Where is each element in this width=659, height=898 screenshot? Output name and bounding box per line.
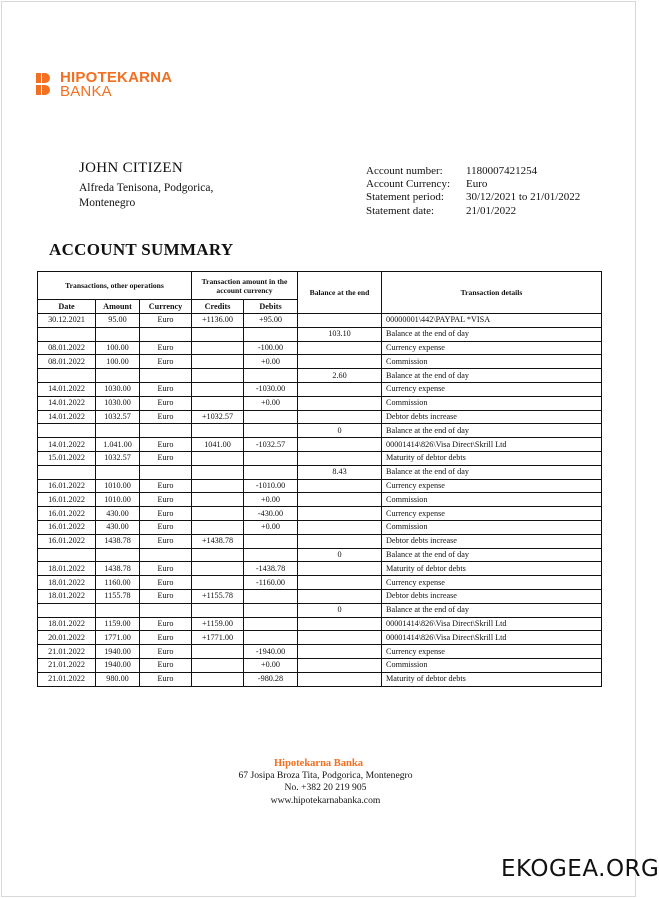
cell-debit: +0.00 [244, 355, 298, 369]
cell-details: Balance at the end of day [382, 369, 602, 383]
cell-amount: 1160.00 [96, 576, 140, 590]
cell-details: Currency expense [382, 645, 602, 659]
cell-details: Balance at the end of day [382, 424, 602, 438]
cell-balance [298, 382, 382, 396]
table-row [38, 672, 602, 686]
cell-balance [298, 631, 382, 645]
cell-date: 16.01.2022 [38, 493, 96, 507]
cell-debit: +95.00 [244, 314, 298, 328]
cell-credit [192, 369, 244, 383]
cell-credit: +1438.78 [192, 534, 244, 548]
cell-date: 21.01.2022 [38, 645, 96, 659]
cell-balance: 0 [298, 548, 382, 562]
table-row [38, 396, 602, 410]
cell-details: 00001414\826\Visa Direct\Skrill Ltd [382, 617, 602, 631]
cell-currency: Euro [140, 507, 192, 521]
cell-details: Debtor debts increase [382, 534, 602, 548]
statement-period-label: Statement period: [366, 191, 444, 204]
cell-date [38, 603, 96, 617]
cell-amount: 430.00 [96, 520, 140, 534]
cell-balance [298, 617, 382, 631]
cell-amount: 1159.00 [96, 617, 140, 631]
cell-credit [192, 548, 244, 562]
cell-currency: Euro [140, 645, 192, 659]
cell-date: 15.01.2022 [38, 451, 96, 465]
cell-debit [244, 327, 298, 341]
cell-credit: +1771.00 [192, 631, 244, 645]
cell-balance [298, 658, 382, 672]
account-currency-value: Euro [466, 178, 488, 191]
cell-details: 00001414\826\Visa Direct\Skrill Ltd [382, 631, 602, 645]
table-row [38, 327, 602, 341]
table-row [38, 369, 602, 383]
cell-date: 16.01.2022 [38, 479, 96, 493]
cell-amount [96, 603, 140, 617]
cell-currency: Euro [140, 314, 192, 328]
cell-currency: Euro [140, 658, 192, 672]
cell-amount: 1032.57 [96, 451, 140, 465]
cell-date: 30.12.2021 [38, 314, 96, 328]
cell-currency: Euro [140, 631, 192, 645]
cell-currency [140, 369, 192, 383]
cell-currency [140, 424, 192, 438]
cell-currency: Euro [140, 520, 192, 534]
table-row [38, 562, 602, 576]
account-number-value: 1180007421254 [466, 165, 538, 177]
cell-details: Debtor debts increase [382, 589, 602, 603]
cell-credit [192, 672, 244, 686]
table-row [38, 576, 602, 590]
cell-credit [192, 451, 244, 465]
cell-currency [140, 465, 192, 479]
cell-amount: 1.041.00 [96, 438, 140, 452]
cell-currency: Euro [140, 355, 192, 369]
footer-address: 67 Josipa Broza Tita, Podgorica, Montenegro [238, 770, 413, 782]
cell-amount: 1940.00 [96, 645, 140, 659]
cell-balance: 2.60 [298, 369, 382, 383]
cell-credit [192, 327, 244, 341]
cell-details: 00001414\826\Visa Direct\Skrill Ltd [382, 438, 602, 452]
cell-amount [96, 424, 140, 438]
statement-date-value: 21/01/2022 [466, 204, 517, 217]
cell-credit: +1032.57 [192, 410, 244, 424]
cell-debit [244, 410, 298, 424]
cell-date [38, 369, 96, 383]
cell-balance [298, 438, 382, 452]
table-row [38, 438, 602, 452]
cell-credit: +1159.00 [192, 617, 244, 631]
table-row [38, 493, 602, 507]
cell-details: Commission [382, 520, 602, 534]
cell-date: 18.01.2022 [38, 617, 96, 631]
cell-balance [298, 314, 382, 328]
statement-period-value: 30/12/2021 to 21/01/2022 [466, 191, 581, 204]
cell-currency [140, 327, 192, 341]
cell-credit [192, 396, 244, 410]
cell-balance [298, 507, 382, 521]
cell-date: 14.01.2022 [38, 396, 96, 410]
cell-details: Maturity of debtor debts [382, 562, 602, 576]
cell-details: Commission [382, 396, 602, 410]
cell-details: Commission [382, 658, 602, 672]
cell-balance: 8.43 [298, 465, 382, 479]
cell-credit [192, 658, 244, 672]
cell-debit: +0.00 [244, 658, 298, 672]
header-balance: Balance at the end [298, 272, 382, 314]
cell-date: 14.01.2022 [38, 410, 96, 424]
customer-address-line-1: Alfreda Tenisona, Podgorica, [79, 182, 214, 194]
cell-credit [192, 493, 244, 507]
cell-credit [192, 603, 244, 617]
account-currency-label: Account Currency: [366, 178, 450, 191]
table-row [38, 382, 602, 396]
customer-name: JOHN CITIZEN [79, 160, 184, 176]
cell-date: 18.01.2022 [38, 576, 96, 590]
cell-amount [96, 327, 140, 341]
customer-block [79, 160, 213, 211]
footer-bank-name: Hipotekarna Banka [274, 758, 363, 769]
cell-debit [244, 424, 298, 438]
page-title: ACCOUNT SUMMARY [49, 240, 234, 259]
table-row [38, 465, 602, 479]
cell-details: Balance at the end of day [382, 548, 602, 562]
cell-amount: 1032.57 [96, 410, 140, 424]
header-amount-in-currency: Transaction amount in the account currency [192, 272, 298, 300]
cell-date: 18.01.2022 [38, 562, 96, 576]
cell-currency [140, 603, 192, 617]
cell-amount: 1010.00 [96, 493, 140, 507]
cell-currency [140, 548, 192, 562]
cell-amount: 1438.78 [96, 534, 140, 548]
cell-currency: Euro [140, 396, 192, 410]
column-header-amount: Amount [96, 300, 140, 314]
footer [0, 758, 637, 807]
cell-debit [244, 617, 298, 631]
header-details: Transaction details [382, 272, 602, 314]
transactions-table [37, 271, 602, 687]
cell-balance [298, 451, 382, 465]
cell-date [38, 548, 96, 562]
cell-balance [298, 479, 382, 493]
table-row [38, 410, 602, 424]
table-row [38, 658, 602, 672]
cell-debit [244, 534, 298, 548]
table-row [38, 603, 602, 617]
cell-debit: -100.00 [244, 341, 298, 355]
cell-date: 16.01.2022 [38, 507, 96, 521]
column-header-debits: Debits [244, 300, 298, 314]
cell-details: Debtor debts increase [382, 410, 602, 424]
cell-date [38, 327, 96, 341]
cell-details: Balance at the end of day [382, 327, 602, 341]
cell-date: 21.01.2022 [38, 658, 96, 672]
column-header-date: Date [38, 300, 96, 314]
cell-credit [192, 562, 244, 576]
cell-amount: 1030.00 [96, 396, 140, 410]
cell-credit: 1041.00 [192, 438, 244, 452]
table-row [38, 341, 602, 355]
cell-debit [244, 631, 298, 645]
cell-details: 00000001\442\PAYPAL *VISA [382, 314, 602, 328]
header-transactions: Transactions, other operations [38, 272, 192, 300]
cell-debit: -1030.00 [244, 382, 298, 396]
table-row [38, 645, 602, 659]
table-row [38, 548, 602, 562]
cell-details: Maturity of debtor debts [382, 672, 602, 686]
footer-website: www.hipotekarnabanka.com [270, 794, 381, 806]
column-header-credits: Credits [192, 300, 244, 314]
cell-amount: 100.00 [96, 355, 140, 369]
cell-balance [298, 645, 382, 659]
cell-amount: 1771.00 [96, 631, 140, 645]
cell-amount: 1155.78 [96, 589, 140, 603]
cell-balance [298, 576, 382, 590]
cell-currency: Euro [140, 451, 192, 465]
bank-logo-mark-icon [36, 73, 56, 97]
cell-currency: Euro [140, 534, 192, 548]
cell-date [38, 424, 96, 438]
cell-balance [298, 410, 382, 424]
cell-details: Balance at the end of day [382, 465, 602, 479]
cell-details: Maturity of debtor debts [382, 451, 602, 465]
customer-address-line-2: Montenegro [79, 197, 136, 209]
account-number-label: Account number: [366, 165, 443, 177]
cell-currency: Euro [140, 479, 192, 493]
cell-date [38, 465, 96, 479]
cell-debit: -1160.00 [244, 576, 298, 590]
cell-debit [244, 548, 298, 562]
cell-debit: -1032.57 [244, 438, 298, 452]
cell-credit: +1155.78 [192, 589, 244, 603]
cell-amount: 1940.00 [96, 658, 140, 672]
cell-balance [298, 396, 382, 410]
cell-debit [244, 451, 298, 465]
cell-debit: -430.00 [244, 507, 298, 521]
cell-details: Balance at the end of day [382, 603, 602, 617]
table-row [38, 507, 602, 521]
cell-debit [244, 465, 298, 479]
cell-debit: +0.00 [244, 520, 298, 534]
table-row [38, 424, 602, 438]
table-row [38, 534, 602, 548]
cell-date: 14.01.2022 [38, 382, 96, 396]
table-row [38, 631, 602, 645]
cell-currency: Euro [140, 438, 192, 452]
table-row [38, 451, 602, 465]
cell-date: 20.01.2022 [38, 631, 96, 645]
cell-balance [298, 562, 382, 576]
cell-credit [192, 520, 244, 534]
cell-date: 18.01.2022 [38, 589, 96, 603]
cell-balance [298, 355, 382, 369]
cell-credit [192, 645, 244, 659]
cell-balance: 0 [298, 603, 382, 617]
table-row [38, 355, 602, 369]
cell-currency: Euro [140, 617, 192, 631]
cell-details: Currency expense [382, 382, 602, 396]
cell-currency: Euro [140, 382, 192, 396]
cell-debit: -1940.00 [244, 645, 298, 659]
column-header-currency: Currency [140, 300, 192, 314]
cell-debit: +0.00 [244, 493, 298, 507]
cell-credit [192, 576, 244, 590]
cell-currency: Euro [140, 672, 192, 686]
cell-balance [298, 520, 382, 534]
logo-line-1: HIPOTEKARNA [60, 69, 173, 86]
cell-date: 16.01.2022 [38, 534, 96, 548]
cell-balance [298, 534, 382, 548]
cell-date: 14.01.2022 [38, 438, 96, 452]
cell-credit [192, 424, 244, 438]
statement-date-label: Statement date: [366, 204, 435, 217]
cell-amount [96, 369, 140, 383]
cell-debit: -1010.00 [244, 479, 298, 493]
cell-balance: 0 [298, 424, 382, 438]
cell-currency: Euro [140, 576, 192, 590]
table-row [38, 520, 602, 534]
logo-line-2: BANKA [60, 83, 112, 100]
table-row [38, 617, 602, 631]
cell-currency: Euro [140, 589, 192, 603]
cell-amount: 95.00 [96, 314, 140, 328]
cell-amount: 1010.00 [96, 479, 140, 493]
cell-debit [244, 589, 298, 603]
cell-details: Currency expense [382, 341, 602, 355]
cell-amount: 1438.78 [96, 562, 140, 576]
cell-date: 08.01.2022 [38, 355, 96, 369]
cell-amount: 100.00 [96, 341, 140, 355]
cell-details: Currency expense [382, 479, 602, 493]
cell-credit: +1136.00 [192, 314, 244, 328]
cell-details: Currency expense [382, 576, 602, 590]
cell-date: 08.01.2022 [38, 341, 96, 355]
cell-balance [298, 672, 382, 686]
cell-debit [244, 369, 298, 383]
table-row [38, 314, 602, 328]
cell-date: 16.01.2022 [38, 520, 96, 534]
cell-credit [192, 341, 244, 355]
cell-debit [244, 603, 298, 617]
cell-balance: 103.10 [298, 327, 382, 341]
cell-credit [192, 355, 244, 369]
footer-phone: No. +382 20 219 905 [284, 782, 367, 794]
table-row [38, 589, 602, 603]
cell-currency: Euro [140, 410, 192, 424]
watermark: EKOGEA.ORG [501, 856, 659, 882]
cell-details: Commission [382, 355, 602, 369]
cell-credit [192, 382, 244, 396]
cell-debit: +0.00 [244, 396, 298, 410]
cell-amount: 980.00 [96, 672, 140, 686]
cell-debit: -980.28 [244, 672, 298, 686]
cell-credit [192, 507, 244, 521]
cell-amount: 1030.00 [96, 382, 140, 396]
table-row [38, 479, 602, 493]
cell-date: 21.01.2022 [38, 672, 96, 686]
cell-details: Currency expense [382, 507, 602, 521]
account-details [366, 165, 580, 218]
cell-credit [192, 465, 244, 479]
cell-details: Commission [382, 493, 602, 507]
cell-currency: Euro [140, 341, 192, 355]
cell-balance [298, 493, 382, 507]
cell-amount [96, 548, 140, 562]
cell-currency: Euro [140, 562, 192, 576]
cell-balance [298, 589, 382, 603]
cell-currency: Euro [140, 493, 192, 507]
cell-debit: -1438.78 [244, 562, 298, 576]
cell-amount: 430.00 [96, 507, 140, 521]
cell-amount [96, 465, 140, 479]
cell-balance [298, 341, 382, 355]
cell-credit [192, 479, 244, 493]
